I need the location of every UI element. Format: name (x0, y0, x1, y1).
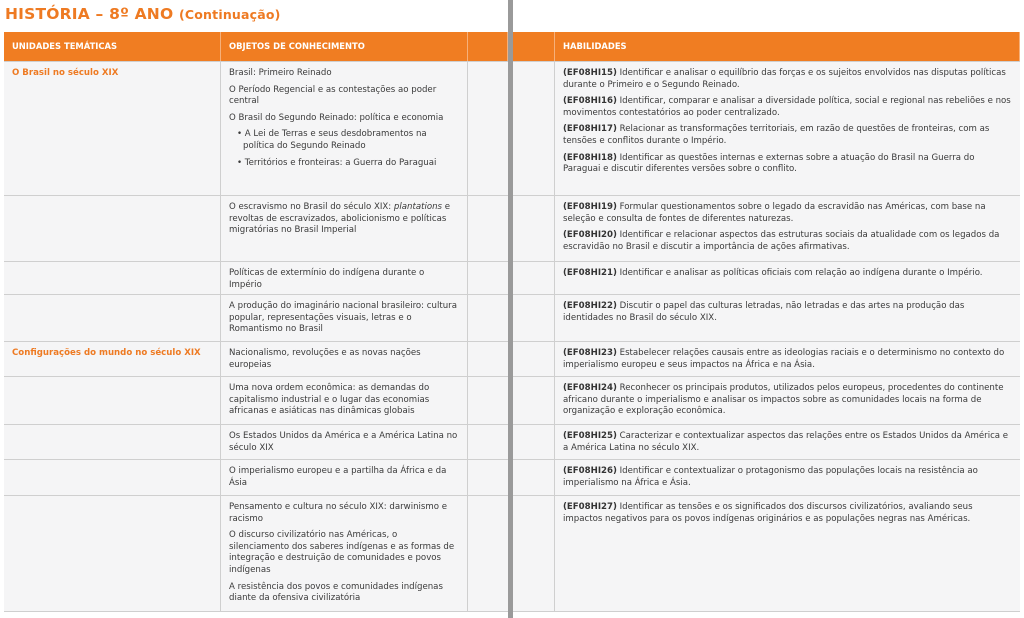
skill-text: Identificar e analisar o equilíbrio das forças e os sujeitos envolvidos nas disputas políticas durante o Primeiro e o Segundo Reinado. (563, 68, 1006, 90)
table-row (513, 496, 1020, 612)
object-item: A resistência dos povos e comunidades indígenas diante da ofensiva civilizatória (229, 581, 443, 604)
header-skills: HABILIDADES (555, 32, 1020, 61)
skill-text: Identificar e contextualizar o protagonismo das populações locais na resistência ao imperialismo na África e Ásia. (563, 466, 978, 488)
skill-code: (EF08HI20) (563, 230, 617, 241)
object-item: Políticas de extermínio do indígena durante o Império (229, 268, 425, 290)
header-objects: OBJETOS DE CONHECIMENTO (221, 32, 468, 61)
empty-cell (468, 377, 508, 424)
skills-cell (555, 377, 1020, 424)
object-item: O imperialismo europeu e a partilha da África e da Ásia (229, 466, 447, 488)
table-row (4, 425, 508, 460)
object-item: A produção do imaginário nacional brasileiro: cultura popular, representações visuais, letras e o Romantismo no Brasil (229, 301, 457, 335)
empty-cell (513, 425, 555, 459)
object-item: O discurso civilizatório nas Américas, o silenciamento dos saberes indígenas e as formas de integração e destruição de comunidades e povos indígenas (229, 530, 455, 575)
object-item: O Brasil do Segundo Reinado: política e economia (229, 112, 444, 123)
skill-item (563, 301, 1012, 324)
table-row (4, 62, 508, 196)
header-row (4, 32, 508, 62)
objects-cell (221, 496, 468, 611)
skills-cell (555, 295, 1020, 341)
skill-text: Identificar e relacionar aspectos das estruturas sociais da atualidade com os legados da escravidão no Brasil e discutir a importância de ações afirmativas. (563, 230, 1000, 252)
skills-cell (555, 496, 1020, 611)
empty-cell (513, 196, 555, 261)
unit-cell (4, 460, 221, 495)
unit-cell (4, 377, 221, 424)
skill-text: Formular questionamentos sobre o legado da escravidão nas Américas, com base na seleção e consulta de fontes de diferentes naturezas. (563, 202, 986, 224)
object-item: Nacionalismo, revoluções e as novas nações europeias (229, 348, 421, 370)
empty-cell (468, 196, 508, 261)
skill-text: Identificar as questões internas e externas sobre a atuação do Brasil na Guerra do Paraguai e discutir diferentes versões sobre o conflito. (563, 152, 975, 175)
unit-cell (4, 62, 221, 195)
table-row (513, 262, 1020, 295)
empty-cell (513, 377, 555, 424)
skill-code: (EF08HI23) (563, 348, 617, 358)
object-item: Pensamento e cultura no século XIX: darwinismo e racismo (229, 502, 448, 524)
table-row (513, 295, 1020, 342)
skill-code: (EF08HI24) (563, 383, 617, 393)
skill-code: (EF08HI22) (563, 301, 617, 311)
empty-cell (468, 295, 508, 341)
table-row (513, 342, 1020, 377)
skill-code: (EF08HI17) (563, 124, 617, 135)
table-row (513, 377, 1020, 425)
empty-cell (468, 62, 508, 195)
empty-cell (468, 262, 508, 294)
skill-item (563, 502, 1012, 525)
skill-text: Estabelecer relações causais entre as ideologias raciais e o determinismo no contexto do imperialismo europeu e seus impactos na África e na Ásia. (563, 348, 1005, 370)
left-table (4, 32, 508, 612)
object-item: Brasil: Primeiro Reinado (229, 68, 332, 78)
empty-cell (513, 295, 555, 341)
table-row (513, 460, 1020, 496)
object-item: O Período Regencial e as contestações ao poder central (229, 84, 437, 107)
unit-label: O Brasil no século XIX (12, 68, 119, 78)
skill-item (563, 230, 1012, 253)
skills-cell (555, 425, 1020, 459)
unit-cell (4, 262, 221, 294)
table-row (513, 196, 1020, 262)
table-row (4, 342, 508, 377)
header-empty (468, 32, 508, 61)
object-item: • A Lei de Terras e seus desdobramentos na política do Segundo Reinado (237, 129, 427, 151)
title-sub: (Continuação) (178, 7, 281, 22)
objects-cell (221, 62, 468, 195)
skill-item (563, 96, 1012, 119)
skills-cell (555, 62, 1020, 195)
object-item: Os Estados Unidos da América e a América Latina no século XIX (229, 431, 458, 453)
skill-code: (EF08HI19) (563, 202, 617, 212)
unit-label: Configurações do mundo no século XIX (12, 348, 201, 358)
skill-item (563, 202, 1012, 225)
empty-cell (513, 496, 555, 611)
unit-cell (4, 196, 221, 261)
header-row (513, 32, 1020, 62)
unit-cell (4, 342, 221, 376)
table-row (4, 377, 508, 425)
objects-cell (221, 342, 468, 376)
objects-cell (221, 460, 468, 495)
unit-cell (4, 496, 221, 611)
skill-text: Relacionar as transformações territoriais, em razão de questões de fronteiras, com as tensões e conflitos durante o Império. (563, 124, 990, 146)
object-item: O escravismo no Brasil do século XIX: plantations e revoltas de escravizados, abolicionismo e políticas migratórias no Brasil Imperial (229, 202, 451, 236)
skill-item (563, 466, 1012, 489)
table-row (4, 262, 508, 295)
empty-cell (513, 460, 555, 495)
table-row (513, 62, 1020, 196)
skill-item (563, 153, 1012, 176)
objects-cell (221, 425, 468, 459)
skill-text: Caracterizar e contextualizar aspectos das relações entre os Estados Unidos da América e a América Latina no século XIX. (563, 431, 1009, 453)
unit-cell (4, 295, 221, 341)
objects-cell (221, 196, 468, 261)
right-table (513, 32, 1020, 612)
skills-cell (555, 262, 1020, 294)
skill-text: Identificar e analisar as políticas oficiais com relação ao indígena durante o Império. (616, 268, 983, 278)
empty-cell (513, 342, 555, 376)
table-row (4, 460, 508, 496)
objects-cell (221, 377, 468, 424)
header-empty (513, 32, 555, 61)
table-row (4, 196, 508, 262)
table-row (4, 496, 508, 612)
skill-item (563, 383, 1012, 418)
skill-item (563, 348, 1012, 371)
skill-item (563, 431, 1012, 454)
skill-code: (EF08HI15) (563, 68, 617, 78)
page-title (5, 5, 281, 23)
skills-cell (555, 460, 1020, 495)
empty-cell (468, 496, 508, 611)
objects-cell (221, 262, 468, 294)
table-row (513, 425, 1020, 460)
skill-text: Identificar as tensões e os significados dos discursos civilizatórios, avaliando seus impactos negativos para os povos indígenas originários e as populações negras nas Américas. (563, 502, 973, 524)
skill-code: (EF08HI16) (563, 96, 617, 107)
unit-cell (4, 425, 221, 459)
empty-cell (513, 62, 555, 195)
empty-cell (468, 342, 508, 376)
skill-item (563, 68, 1012, 91)
skill-code: (EF08HI21) (563, 268, 617, 278)
skill-item (563, 124, 1012, 147)
object-item: Uma nova ordem econômica: as demandas do capitalismo industrial e o lugar das economias africanas e asiáticas nas dinâmicas globais (229, 383, 430, 417)
skill-code: (EF08HI18) (563, 152, 617, 163)
skill-text: Reconhecer os principais produtos, utilizados pelos europeus, procedentes do continente africano durante o imperialismo e analisar os impactos sobre as comunidades locais na forma de organização e exploração econômica. (563, 383, 1004, 417)
skill-code: (EF08HI25) (563, 431, 617, 441)
object-item: • Territórios e fronteiras: a Guerra do Paraguai (237, 157, 437, 168)
header-units: UNIDADES TEMÁTICAS (4, 32, 221, 61)
skill-text: Identificar, comparar e analisar a diversidade política, social e regional nas rebeliões e nos movimentos contestatórios ao poder centralizado. (563, 96, 1011, 118)
skills-cell (555, 342, 1020, 376)
skill-code: (EF08HI26) (563, 466, 617, 476)
skills-cell (555, 196, 1020, 261)
title-main: HISTÓRIA – 8º ANO (5, 5, 174, 23)
empty-cell (468, 425, 508, 459)
skill-code: (EF08HI27) (563, 502, 617, 512)
skill-item (563, 268, 1012, 280)
table-row (4, 295, 508, 342)
objects-cell (221, 295, 468, 341)
skill-text: Discutir o papel das culturas letradas, não letradas e das artes na produção das identidades no Brasil do século XIX. (563, 301, 965, 323)
empty-cell (513, 262, 555, 294)
empty-cell (468, 460, 508, 495)
